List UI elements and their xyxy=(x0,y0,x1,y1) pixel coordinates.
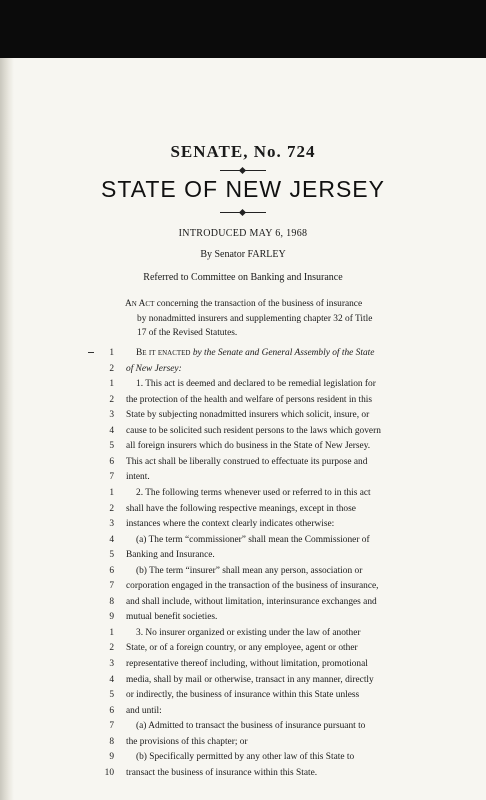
line-number: 6 xyxy=(109,456,114,467)
line-number: 8 xyxy=(109,736,114,747)
line-content: and until: xyxy=(126,705,162,716)
bill-line xyxy=(0,470,486,485)
line-text xyxy=(126,610,217,625)
line-number: 6 xyxy=(109,705,114,716)
line-text xyxy=(126,408,369,423)
line-text xyxy=(136,626,361,641)
line-text xyxy=(126,704,162,719)
line-content: the protection of the health and welfare of persons resident in this xyxy=(126,394,373,405)
line-text xyxy=(126,362,182,377)
line-text xyxy=(126,641,358,656)
line-number: 7 xyxy=(109,472,114,483)
line-content: Banking and Insurance. xyxy=(126,550,215,561)
bill-line xyxy=(0,346,486,361)
line-number: 1 xyxy=(109,348,114,358)
line-text xyxy=(126,424,381,439)
line-number: 2 xyxy=(109,643,114,654)
bill-line xyxy=(0,548,486,563)
line-number: 2 xyxy=(109,503,114,514)
line-number: 1 xyxy=(109,487,114,498)
bill-line xyxy=(0,362,486,377)
line-text xyxy=(136,750,354,765)
line-content: of New Jersey: xyxy=(126,363,182,374)
line-text xyxy=(126,579,379,594)
line-number: 1 xyxy=(109,627,114,638)
line-number: 6 xyxy=(109,565,114,576)
line-content: 1. This act is deemed and declared to be remedial legislation for xyxy=(136,379,376,390)
bill-line xyxy=(0,377,486,392)
line-text xyxy=(126,502,356,517)
line-content: by the Senate and General Assembly of the State xyxy=(190,348,375,358)
bill-line xyxy=(0,408,486,423)
line-content: intent. xyxy=(126,472,150,483)
bill-line xyxy=(0,393,486,408)
line-content: This act shall be liberally construed to effectuate its purpose and xyxy=(126,456,368,467)
state-title: STATE OF NEW JERSEY xyxy=(101,176,385,202)
introduced-date: INTRODUCED MAY 6, 1968 xyxy=(178,228,308,239)
bill-line xyxy=(0,579,486,594)
line-content: instances where the context clearly indicates otherwise: xyxy=(126,519,335,530)
line-text xyxy=(126,470,150,485)
act-title-line-1: An Act concerning the transaction of the business of insurance xyxy=(125,299,363,309)
bill-line xyxy=(0,610,486,625)
bill-line xyxy=(0,502,486,517)
line-number: 3 xyxy=(109,659,114,669)
line-text xyxy=(126,673,374,688)
line-number: 9 xyxy=(109,612,114,623)
line-text xyxy=(126,688,359,703)
line-number: 9 xyxy=(109,752,114,763)
line-content: transact the business of insurance within this State. xyxy=(126,767,318,778)
line-content: shall have the following respective meanings, except in those xyxy=(126,503,356,514)
bill-line xyxy=(0,533,486,548)
line-text xyxy=(136,486,371,501)
line-content: cause to be solicited such resident persons to the laws which govern xyxy=(126,425,381,436)
line-content: (a) Admitted to transact the business of insurance pursuant to xyxy=(136,721,366,732)
act-title-line-3: 17 of the Revised Statutes. xyxy=(137,328,238,338)
bill-line xyxy=(0,424,486,439)
line-number: 2 xyxy=(109,394,114,405)
line-text xyxy=(126,517,334,532)
line-number: 1 xyxy=(109,379,114,390)
line-content: 2. The following terms whenever used or referred to in this act xyxy=(136,487,371,498)
bill-line xyxy=(0,735,486,750)
line-number: 4 xyxy=(109,674,114,685)
bill-line xyxy=(0,439,486,454)
line-content: media, shall by mail or otherwise, transact in any manner, directly xyxy=(126,674,374,685)
line-number: 5 xyxy=(109,690,114,701)
line-text xyxy=(126,735,248,750)
act-title-line-2: by nonadmitted insurers and supplementing chapter 32 of Title xyxy=(137,313,373,324)
sponsor: By Senator FARLEY xyxy=(200,249,286,260)
line-number: 10 xyxy=(104,767,114,778)
rule-upper-ornament xyxy=(239,167,246,174)
bill-line xyxy=(0,641,486,656)
bill-line xyxy=(0,673,486,688)
line-content: representative thereof including, without limitation, promotional xyxy=(126,659,368,669)
line-text xyxy=(136,533,370,548)
bill-number: SENATE, No. 724 xyxy=(170,142,316,161)
line-content: or indirectly, the business of insurance within this State unless xyxy=(126,690,360,701)
line-content: State by subjecting nonadmitted insurers which solicit, insure, or xyxy=(126,410,370,421)
line-text xyxy=(126,393,372,408)
line-content: (b) Specifically permitted by any other law of this State to xyxy=(136,752,355,763)
rule-lower-ornament xyxy=(239,209,246,216)
bill-line xyxy=(0,750,486,765)
bill-line xyxy=(0,704,486,719)
bill-line xyxy=(0,455,486,470)
line-content: (b) The term “insurer” shall mean any person, association or xyxy=(136,565,363,576)
line-text xyxy=(126,595,377,610)
bill-line xyxy=(0,486,486,501)
line-content: State, or of a foreign country, or any employee, agent or other xyxy=(126,643,358,654)
line-number: 7 xyxy=(109,581,114,592)
line-number: 8 xyxy=(109,596,114,607)
line-text xyxy=(136,719,365,734)
bill-line xyxy=(0,626,486,641)
bill-line xyxy=(0,719,486,734)
line-text xyxy=(136,564,362,579)
line-content: all foreign insurers which do business in the State of New Jersey. xyxy=(126,441,371,452)
line-number: 2 xyxy=(109,363,114,374)
line-content: mutual benefit societies. xyxy=(126,612,218,623)
bill-line xyxy=(0,517,486,532)
bill-line xyxy=(0,688,486,703)
line-number: 5 xyxy=(109,441,114,452)
line-text xyxy=(136,346,374,361)
bill-line xyxy=(0,564,486,579)
line-number: 3 xyxy=(109,519,114,530)
line-text xyxy=(136,377,376,392)
line-number: 3 xyxy=(109,410,114,421)
line-text xyxy=(126,455,367,470)
committee-referral: Referred to Committee on Banking and Insurance xyxy=(143,272,343,283)
line-text xyxy=(126,657,368,672)
line-number: 4 xyxy=(109,534,114,545)
line-text xyxy=(126,766,317,781)
bill-line xyxy=(0,657,486,672)
bill-line xyxy=(0,766,486,781)
line-content: the provisions of this chapter; or xyxy=(126,736,248,747)
line-content: 3. No insurer organized or existing under the law of another xyxy=(136,627,361,638)
line-text xyxy=(126,439,370,454)
act-title xyxy=(125,297,405,341)
line-content: corporation engaged in the transaction of the business of insurance, xyxy=(126,581,379,592)
line-content: and shall include, without limitation, interinsurance exchanges and xyxy=(126,596,377,607)
line-content: (a) The term “commissioner” shall mean the Commissioner of xyxy=(136,534,370,545)
line-number: 7 xyxy=(109,721,114,732)
line-number: 5 xyxy=(109,550,114,561)
enacting-lead: Be it enacted xyxy=(136,348,191,358)
line-text xyxy=(126,548,215,563)
line-number: 4 xyxy=(109,425,114,436)
bill-line xyxy=(0,595,486,610)
act-lead: An Act xyxy=(125,299,155,309)
